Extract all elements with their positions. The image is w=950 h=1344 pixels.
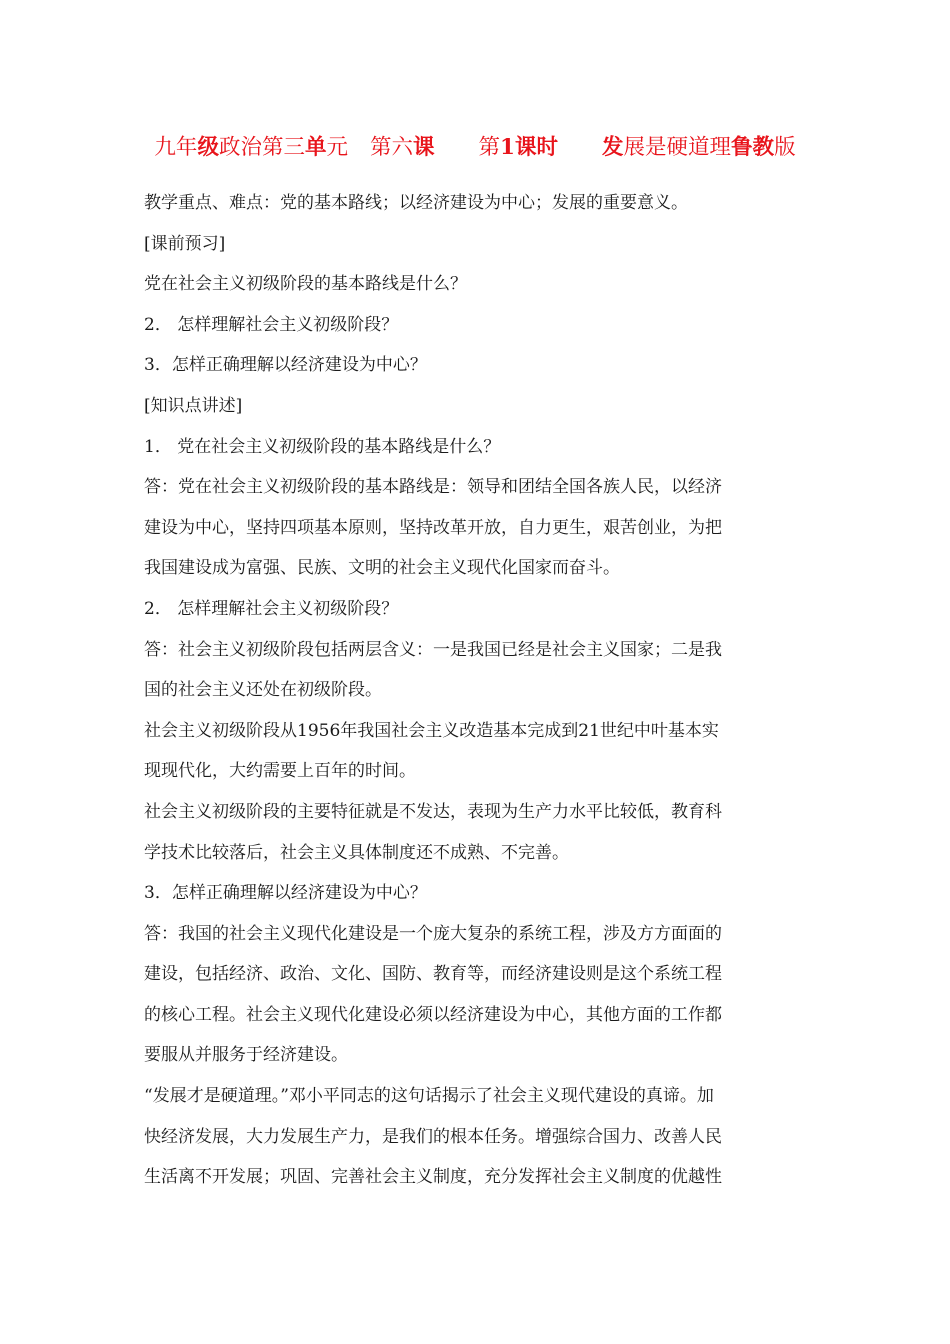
- title-part: 第六: [370, 135, 414, 160]
- title-part: 1课时: [500, 135, 559, 160]
- text-line: 生活离不开发展；巩固、完善社会主义制度，充分发挥社会主义制度的优越性: [144, 1167, 722, 1188]
- document-title: [0, 131, 950, 165]
- title-part: 政治第三: [218, 135, 305, 160]
- question-line: 1． 党在社会主义初级阶段的基本路线是什么？: [144, 436, 501, 457]
- title-part: 九年: [154, 135, 198, 160]
- section-heading: [知识点讲述]: [144, 395, 243, 416]
- question-line: 2． 怎样理解社会主义初级阶段？: [144, 314, 399, 335]
- text-line: 社会主义初级阶段的主要特征就是不发达，表现为生产力水平比较低，教育科: [144, 801, 722, 822]
- title-part: 鲁教: [731, 135, 775, 160]
- text-line: 学技术比较落后，社会主义具体制度还不成熟、不完善。: [144, 842, 569, 863]
- title-part: 课: [413, 135, 435, 160]
- answer-line: 答：党在社会主义初级阶段的基本路线是：领导和团结全国各族人民，以经济: [144, 477, 722, 498]
- title-part: 第: [478, 135, 501, 160]
- answer-line: 国的社会主义还处在初级阶段。: [144, 680, 382, 701]
- section-heading: [课前预习]: [144, 233, 226, 254]
- answer-line: 的核心工程。社会主义现代化建设必须以经济建设为中心，其他方面的工作都: [144, 1004, 722, 1025]
- title-part: 版: [774, 135, 796, 160]
- document-body: [144, 183, 814, 1198]
- text-line: 社会主义初级阶段从1956年我国社会主义改造基本完成到21世纪中叶基本实: [144, 720, 719, 741]
- answer-line: 答：社会主义初级阶段包括两层含义：一是我国已经是社会主义国家；二是我: [144, 639, 722, 660]
- text-line: 快经济发展，大力发展生产力，是我们的根本任务。增强综合国力、改善人民: [144, 1126, 722, 1147]
- answer-line: 答：我国的社会主义现代化建设是一个庞大复杂的系统工程，涉及方方面面的: [144, 923, 722, 944]
- text-line: 现现代化，大约需要上百年的时间。: [144, 761, 416, 782]
- title-part: 级: [197, 135, 219, 160]
- text-line: “发展才是硬道理。”邓小平同志的这句话揭示了社会主义现代建设的真谛。加: [144, 1086, 714, 1107]
- answer-line: 建设为中心，坚持四项基本原则，坚持改革开放，自力更生，艰苦创业，为把: [144, 517, 722, 538]
- title-part: 元: [326, 135, 348, 160]
- answer-line: 要服从并服务于经济建设。: [144, 1045, 348, 1066]
- answer-line: 我国建设成为富强、民族、文明的社会主义现代化国家而奋斗。: [144, 558, 620, 579]
- question-line: 2． 怎样理解社会主义初级阶段？: [144, 598, 399, 619]
- answer-line: 建设，包括经济、政治、文化、国防、教育等，而经济建设则是这个系统工程: [144, 964, 722, 985]
- title-part: 单: [304, 135, 327, 160]
- question-line: 3．怎样正确理解以经济建设为中心？: [144, 355, 427, 376]
- text-line: 教学重点、难点：党的基本路线；以经济建设为中心；发展的重要意义。: [144, 193, 688, 213]
- title-part: 展是硬道理: [623, 135, 732, 160]
- text-line: 党在社会主义初级阶段的基本路线是什么？: [144, 274, 467, 295]
- question-line: 3．怎样正确理解以经济建设为中心？: [144, 883, 427, 904]
- title-part: 发: [602, 135, 624, 160]
